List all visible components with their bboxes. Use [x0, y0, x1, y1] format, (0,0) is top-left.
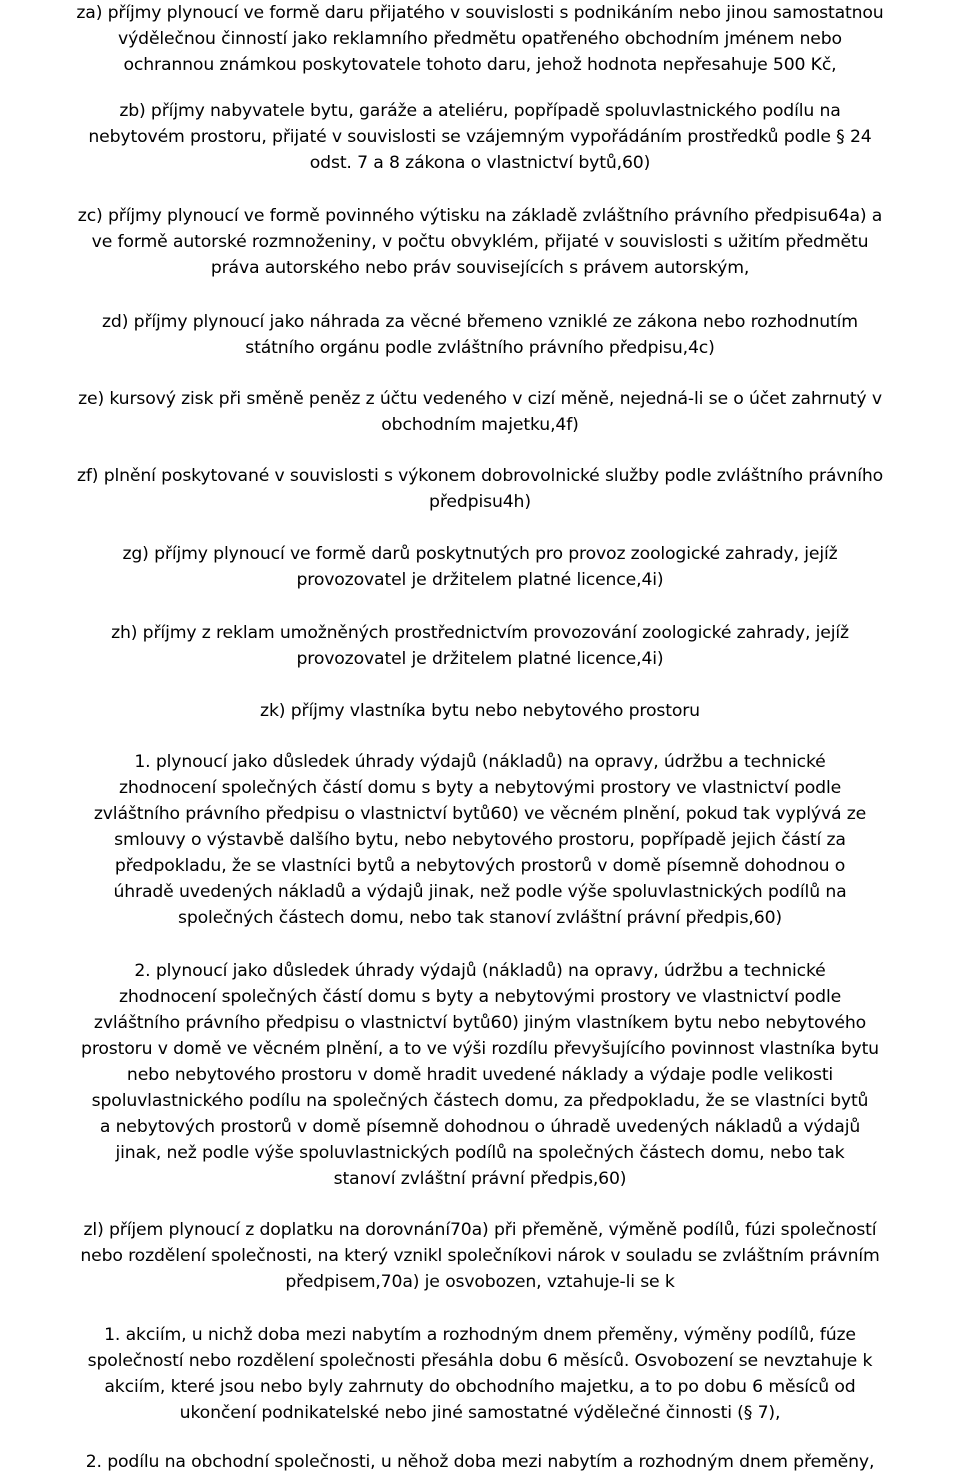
text-line: 2. plynoucí jako důsledek úhrady výdajů (nákladů) na opravy, údržbu a technické	[134, 961, 826, 981]
text-line: zk) příjmy vlastníka bytu nebo nebytového prostoru	[260, 701, 700, 721]
text-line: a nebytových prostorů v domě písemně dohodnou o úhradě uvedených nákladů a výdajů	[99, 1117, 861, 1137]
paragraph-zg	[0, 541, 960, 593]
text-line: společností nebo rozdělení společnosti přesáhla dobu 6 měsíců. Osvobození se nevztahuje k	[87, 1351, 873, 1371]
text-line: zc) příjmy plynoucí ve formě povinného výtisku na základě zvláštního právního předpisu64a) a	[77, 206, 883, 226]
paragraph-zk-item-2	[0, 958, 960, 1192]
text-line: 1. plynoucí jako důsledek úhrady výdajů (nákladů) na opravy, údržbu a technické	[134, 752, 826, 772]
text-line: zhodnocení společných částí domu s byty a nebytovými prostory ve vlastnictví podle	[118, 778, 842, 798]
text-line: úhradě uvedených nákladů a výdajů jinak, než podle výše spoluvlastnických podílů na	[113, 882, 847, 902]
text-line: předpisem,70a) je osvobozen, vztahuje-li se k	[285, 1272, 675, 1292]
text-line: provozovatel je držitelem platné licence,4i)	[296, 649, 664, 669]
text-line: jinak, než podle výše spoluvlastnických podílů na společných částech domu, nebo tak	[115, 1143, 845, 1163]
text-line: zvláštního právního předpisu o vlastnictví bytů60) ve věcném plnění, pokud tak vyplývá ze	[93, 804, 867, 824]
text-line: státního orgánu podle zvláštního právního předpisu,4c)	[245, 338, 715, 358]
text-line: výdělečnou činností jako reklamního předmětu opatřeného obchodním jménem nebo	[118, 29, 842, 49]
paragraph-zk-item-1	[0, 749, 960, 931]
text-line: zh) příjmy z reklam umožněných prostřednictvím provozování zoologické zahrady, jejíž	[111, 623, 849, 643]
text-line: ukončení podnikatelské nebo jiné samostatné výdělečné činnosti (§ 7),	[179, 1403, 781, 1423]
paragraph-zd	[0, 309, 960, 361]
text-line: spoluvlastnického podílu na společných částech domu, za předpokladu, že se vlastníci bytů	[91, 1091, 869, 1111]
text-line: zl) příjem plynoucí z doplatku na dorovnání70a) při přeměně, výměně podílů, fúzi společností	[83, 1220, 877, 1240]
text-line: práva autorského nebo práv souvisejících s právem autorským,	[210, 258, 750, 278]
text-line: nebo nebytového prostoru v domě hradit uvedené náklady a výdaje podle velikosti	[126, 1065, 834, 1085]
text-line: 2. podílu na obchodní společnosti, u něhož doba mezi nabytím a rozhodným dnem přeměny,	[85, 1452, 875, 1472]
paragraph-zf	[0, 463, 960, 515]
text-line: stanoví zvláštní právní předpis,60)	[333, 1169, 627, 1189]
paragraph-ze	[0, 386, 960, 438]
paragraph-zb	[0, 98, 960, 176]
text-line: předpisu4h)	[429, 492, 531, 512]
paragraph-zk	[0, 698, 960, 724]
paragraph-zl-item-2	[0, 1449, 960, 1475]
text-line: akciím, které jsou nebo byly zahrnuty do obchodního majetku, a to po dobu 6 měsíců od	[104, 1377, 856, 1397]
text-line: smlouvy o výstavbě dalšího bytu, nebo nebytového prostoru, popřípadě jejich částí za	[114, 830, 846, 850]
text-line: odst. 7 a 8 zákona o vlastnictví bytů,60)	[309, 153, 651, 173]
text-line: zf) plnění poskytované v souvislosti s výkonem dobrovolnické služby podle zvláštního právního	[76, 466, 884, 486]
text-line: zhodnocení společných částí domu s byty a nebytovými prostory ve vlastnictví podle	[118, 987, 842, 1007]
text-line: 1. akciím, u nichž doba mezi nabytím a rozhodným dnem přeměny, výměny podílů, fúze	[104, 1325, 856, 1345]
text-line: ochrannou známkou poskytovatele tohoto daru, jehož hodnota nepřesahuje 500 Kč,	[123, 55, 837, 75]
paragraph-zl-item-1	[0, 1322, 960, 1426]
text-line: za) příjmy plynoucí ve formě daru přijatého v souvislosti s podnikáním nebo jinou samostatnou	[76, 3, 884, 23]
text-line: zg) příjmy plynoucí ve formě darů poskytnutých pro provoz zoologické zahrady, jejíž	[122, 544, 838, 564]
text-line: zd) příjmy plynoucí jako náhrada za věcné břemeno vzniklé ze zákona nebo rozhodnutím	[102, 312, 858, 332]
text-line: obchodním majetku,4f)	[381, 415, 579, 435]
paragraph-zh	[0, 620, 960, 672]
text-line: provozovatel je držitelem platné licence,4i)	[296, 570, 664, 590]
text-line: předpokladu, že se vlastníci bytů a nebytových prostorů v domě písemně dohodnou o	[114, 856, 846, 876]
text-line: ze) kursový zisk při směně peněz z účtu vedeného v cizí měně, nejedná-li se o účet zahrnutý v	[78, 389, 882, 409]
text-line: zvláštního právního předpisu o vlastnictví bytů60) jiným vlastníkem bytu nebo nebytového	[93, 1013, 867, 1033]
text-line: prostoru v domě ve věcném plnění, a to ve výši rozdílu převyšujícího povinnost vlastníka bytu	[81, 1039, 879, 1059]
text-line: společných částech domu, nebo tak stanoví zvláštní právní předpis,60)	[178, 908, 782, 928]
text-line: nebytovém prostoru, přijaté v souvislosti se vzájemným vypořádáním prostředků podle § 24	[88, 127, 872, 147]
text-line: ve formě autorské rozmnoženiny, v počtu obvyklém, přijaté v souvislosti s užitím předmětu	[91, 232, 869, 252]
text-line: zb) příjmy nabyvatele bytu, garáže a ateliéru, popřípadě spoluvlastnického podílu na	[119, 101, 841, 121]
text-line: nebo rozdělení společnosti, na který vznikl společníkovi nárok v souladu se zvláštním právním	[80, 1246, 880, 1266]
paragraph-zl	[0, 1217, 960, 1295]
paragraph-zc	[0, 203, 960, 281]
paragraph-za	[0, 0, 960, 78]
